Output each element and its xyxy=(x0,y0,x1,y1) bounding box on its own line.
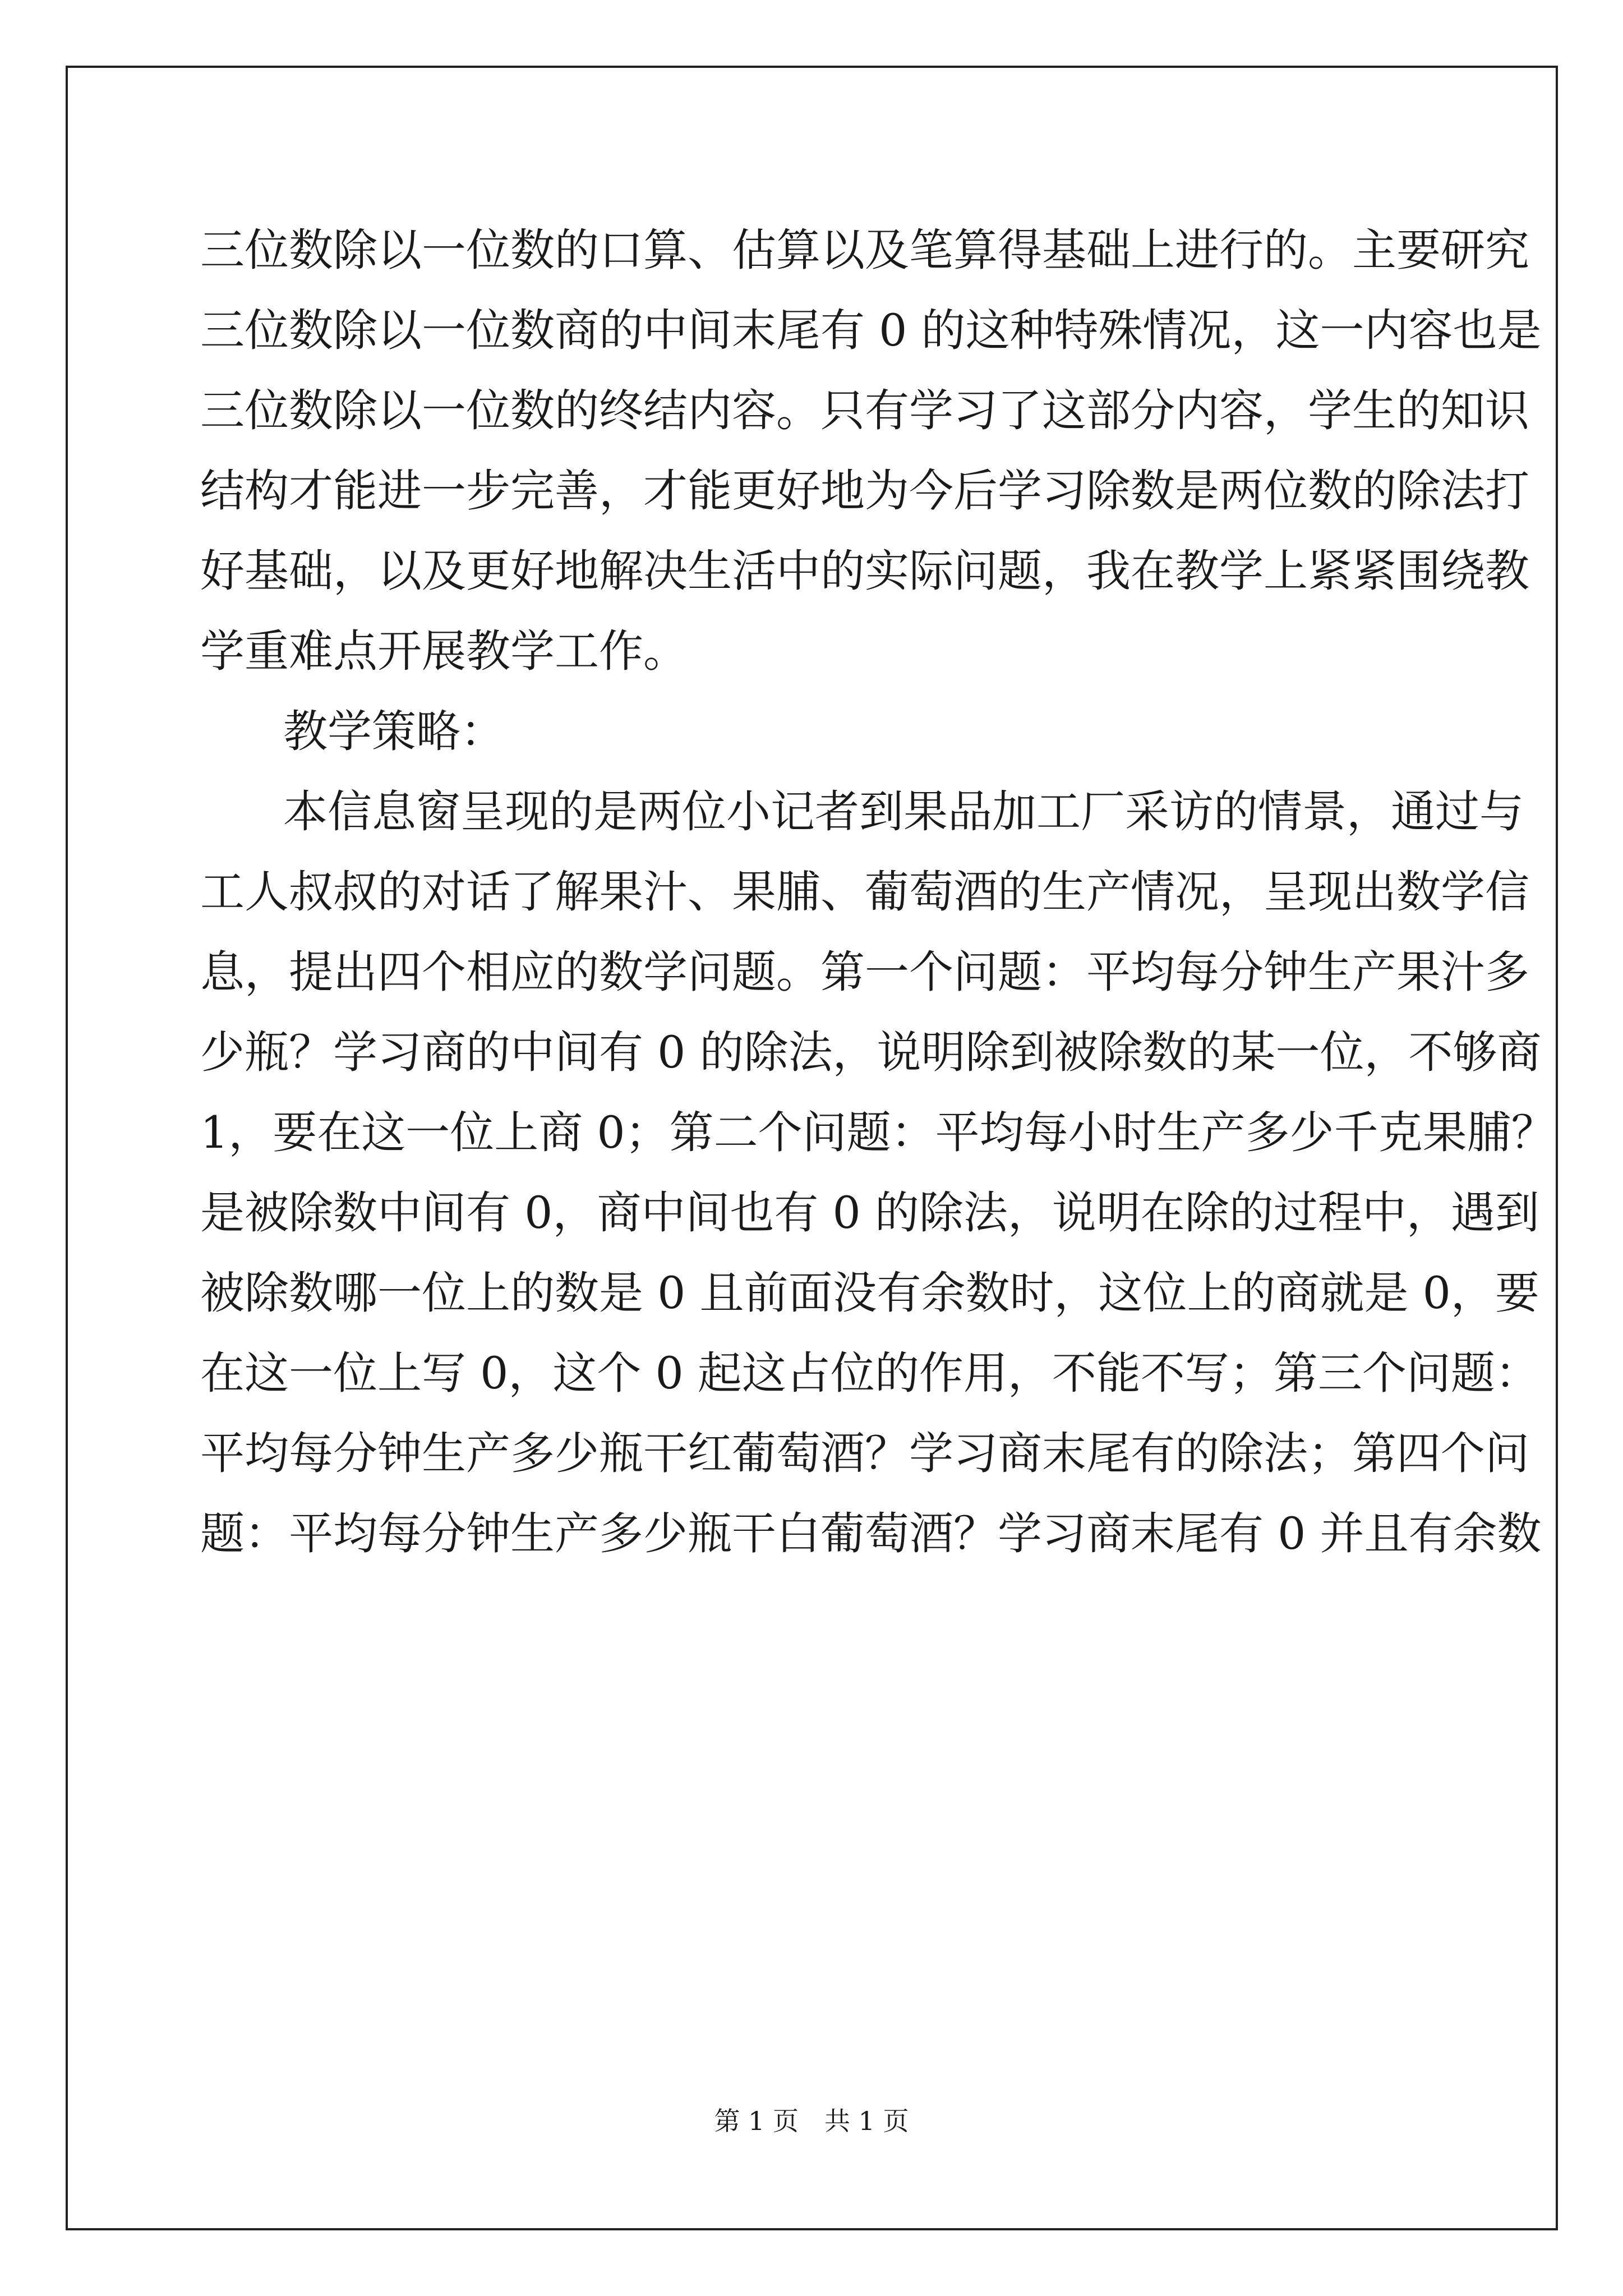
text-line: 息，提出四个相应的数学问题。第一个问题：平均每分钟生产果汁多 xyxy=(200,946,1529,998)
text-line: 三位数除以一位数的口算、估算以及笔算得基础上进行的。主要研究 xyxy=(200,224,1529,276)
text-line: 题：平均每分钟生产多少瓶干白葡萄酒？学习商末尾有 0 并且有余数 xyxy=(200,1508,1542,1559)
text-line: 工人叔叔的对话了解果汁、果脯、葡萄酒的生产情况，呈现出数学信 xyxy=(200,866,1529,918)
page-footer: 第 1 页 共 1 页 xyxy=(714,2106,909,2136)
text-line: 好基础，以及更好地解决生活中的实际问题，我在教学上紧紧围绕教 xyxy=(200,545,1529,597)
text-line: 三位数除以一位数的终结内容。只有学习了这部分内容，学生的知识 xyxy=(200,385,1529,436)
section-heading: 教学策略： xyxy=(283,706,505,757)
text-line: 三位数除以一位数商的中间末尾有 0 的这种特殊情况，这一内容也是 xyxy=(200,305,1542,356)
document-body xyxy=(200,210,1556,1574)
text-line: 少瓶？学习商的中间有 0 的除法，说明除到被除数的某一位，不够商 xyxy=(200,1027,1542,1078)
text-line: 平均每分钟生产多少瓶干红葡萄酒？学习商末尾有的除法；第四个问 xyxy=(200,1428,1529,1479)
text-line: 学重难点开展教学工作。 xyxy=(200,625,688,677)
text-line: 是被除数中间有 0，商中间也有 0 的除法，说明在除的过程中，遇到 xyxy=(200,1187,1539,1239)
text-line: 本信息窗呈现的是两位小记者到果品加工厂采访的情景，通过与 xyxy=(283,786,1524,838)
text-line: 被除数哪一位上的数是 0 且前面没有余数时，这位上的商就是 0，要 xyxy=(200,1267,1539,1319)
text-line: 1，要在这一位上商 0；第二个问题：平均每小时生产多少千克果脯？ xyxy=(200,1107,1556,1158)
text-line: 结构才能进一步完善，才能更好地为今后学习除数是两位数的除法打 xyxy=(200,465,1529,517)
text-line: 在这一位上写 0，这个 0 起这占位的作用，不能不写；第三个问题： xyxy=(200,1347,1539,1399)
